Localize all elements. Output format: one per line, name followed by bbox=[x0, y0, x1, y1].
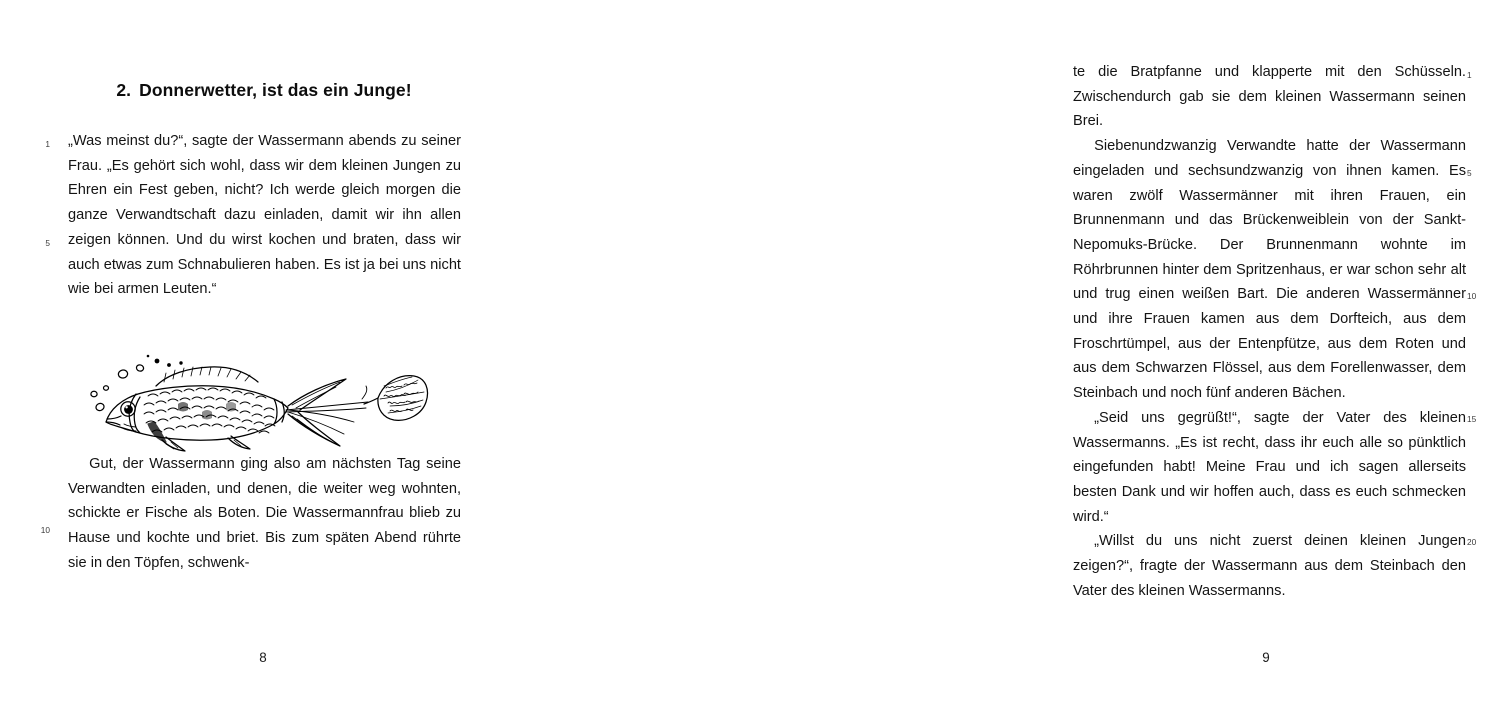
page-number-left: 8 bbox=[259, 650, 267, 665]
scales-group bbox=[144, 388, 275, 433]
paragraph: „Seid uns gegrüßt!“, sagte der Vater des kleinen Wassermanns. „Es ist recht, dass ihr euch alle so pünktlich eingefunden habt! Meine Frau und ich sagen allerseits besten Dank und wir hoffen auch, dass es euch schmecken wird.“ bbox=[1073, 409, 1466, 525]
page-number-right: 9 bbox=[1262, 650, 1270, 665]
line-number: 5 bbox=[1467, 168, 1472, 178]
line-number: 5 bbox=[45, 238, 50, 248]
right-page bbox=[510, 0, 1477, 725]
line-number: 1 bbox=[1467, 70, 1472, 80]
leaf-letter bbox=[362, 376, 428, 421]
paragraph: Siebenundzwanzig Verwandte hatte der Wassermann eingeladen und sechsundzwanzig von ihnen kamen. Es waren zwölf Wassermänner mit ihren Frauen, ein Brunnenmann und das Brückenweiblein von der Sankt-Nepomuks-Brücke. Der Brunnenmann wohnte im Röhrbrunnen hinter dem Spritzenhaus, er war schon sehr alt und trug einen weißen Bart. Die anderen Wassermänner und ihre Frauen kamen aus dem Dorfteich, aus dem Froschrtümpel, aus der Entenpfütze, aus dem Roten und aus dem Schwarzen Flössel, aus dem Forellenwasser, dem Steinbach und noch fünf anderen Bächen. bbox=[1073, 138, 1466, 402]
line-number: 1 bbox=[45, 139, 50, 149]
paragraph: Gut, der Wassermann ging also am nächsten Tag seine Verwandten einladen, und denen, die weiter weg wohnten, schickte er Fische als Boten. Die Wassermannfrau blieb zu Hause und kochte und briet. Bis zum späten Abend rührte sie in den Töpfen, schwenk- bbox=[68, 455, 461, 571]
chapter-heading bbox=[68, 80, 460, 101]
line-number: 20 bbox=[1467, 537, 1477, 547]
paragraph: „Was meinst du?“, sagte der Wassermann abends zu seiner Frau. „Es gehört sich wohl, dass wir dem kleinen Jungen zu Ehren ein Fest geben, nicht? Ich werde gleich morgen die ganze Verwandtschaft dazu einladen, damit wir ihn allen zeigen können. Und du wirst kochen und braten, dass wir auch etwas zum Schnabulieren haben. Es ist ja bei uns nicht wie bei armen Leuten.“ bbox=[68, 133, 461, 298]
line-number: 10 bbox=[40, 525, 50, 535]
chapter-title: Donnerwetter, ist das ein Junge! bbox=[139, 80, 412, 100]
line-number: 10 bbox=[1467, 291, 1477, 301]
fish-messenger-illustration bbox=[78, 352, 428, 467]
left-page bbox=[0, 0, 510, 725]
paragraph: „Willst du uns nicht zuerst deinen kleinen Jungen zeigen?“, fragte der Wassermann aus dem Steinbach den Vater des kleinen Wassermanns. bbox=[1073, 533, 1466, 599]
dorsal-fin bbox=[156, 367, 258, 386]
chapter-number: 2. bbox=[116, 80, 132, 100]
right-column-text bbox=[1073, 60, 1466, 603]
paragraph: te die Bratpfanne und klapperte mit den Schüsseln. Zwischendurch gab sie dem kleinen Wassermann seinen Brei. bbox=[1073, 64, 1466, 130]
line-number: 15 bbox=[1467, 414, 1477, 424]
